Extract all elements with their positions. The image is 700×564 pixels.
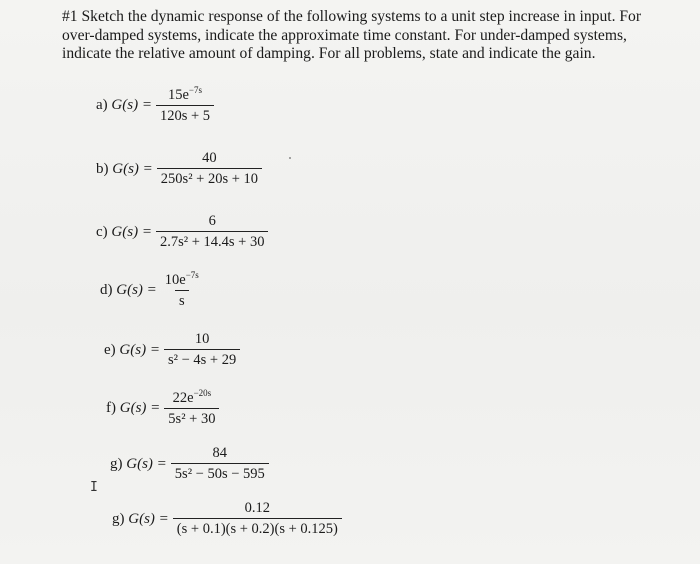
problem-instructions	[62, 8, 682, 64]
stray-mark	[289, 157, 291, 159]
denominator: s	[175, 290, 189, 310]
numerator: $15e^{-7s}$	[167, 85, 202, 103]
numerator: $22e^{-20s}$	[172, 388, 212, 406]
text-cursor-icon: I	[90, 480, 98, 495]
denominator: 5s² + 30	[164, 408, 219, 428]
problem-label: b) G(s) =	[96, 160, 153, 177]
transfer-function	[171, 445, 269, 483]
problem-g-2	[112, 500, 342, 538]
problem-f	[106, 388, 219, 428]
problem-label: c) G(s) =	[96, 223, 152, 240]
numerator: 6	[208, 213, 216, 229]
problem-label: g) G(s) =	[110, 455, 167, 472]
denominator: 250s² + 20s + 10	[157, 168, 262, 188]
numerator: 0.12	[244, 500, 271, 516]
problem-label: g) G(s) =	[112, 510, 169, 527]
problem-label: e) G(s) =	[104, 341, 160, 358]
transfer-function	[157, 150, 262, 188]
problem-label: f) G(s) =	[106, 399, 161, 416]
transfer-function	[164, 388, 219, 428]
numerator: $10e^{-7s}$	[164, 270, 199, 288]
denominator: s² − 4s + 29	[164, 349, 240, 369]
instruction-line-3: indicate the relative amount of damping. For all problems, state and indicate the gain.	[62, 45, 596, 62]
numerator: 40	[202, 150, 217, 166]
instruction-line-1: #1 Sketch the dynamic response of the following systems to a unit step increase in input. For	[62, 8, 642, 25]
problem-c	[96, 213, 268, 251]
problem-label: a) G(s) =	[96, 96, 152, 113]
numerator: 84	[212, 445, 228, 461]
transfer-function	[161, 270, 203, 310]
problem-a	[96, 85, 214, 125]
denominator: 120s + 5	[156, 105, 214, 125]
transfer-function	[173, 500, 342, 538]
instruction-line-2: over-damped systems, indicate the approximate time constant. For under-damped systems,	[62, 26, 627, 44]
problem-g-1	[110, 445, 269, 483]
problem-label: d) G(s) =	[100, 281, 157, 298]
problem-e	[104, 331, 240, 369]
transfer-function	[156, 85, 214, 125]
denominator: 2.7s² + 14.4s + 30	[156, 231, 269, 251]
denominator: 5s² − 50s − 595	[171, 463, 269, 483]
problem-b	[96, 150, 262, 188]
numerator: 10	[194, 331, 210, 347]
denominator: (s + 0.1)(s + 0.2)(s + 0.125)	[173, 518, 342, 538]
transfer-function	[164, 331, 240, 369]
transfer-function	[156, 213, 269, 251]
problem-d	[100, 270, 203, 310]
